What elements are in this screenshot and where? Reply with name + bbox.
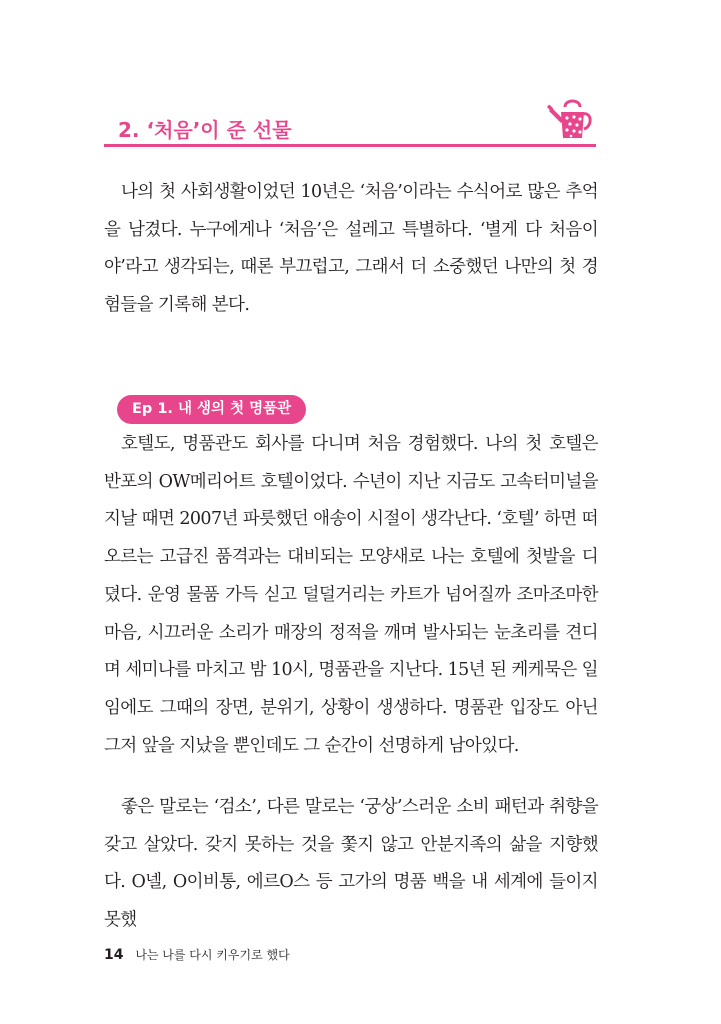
book-title: 나는 나를 다시 키우기로 했다 [135,948,290,962]
page-number: 14 [104,947,124,963]
watering-can-icon [546,98,596,140]
section-header [104,96,596,148]
section-divider [104,144,596,147]
page-footer [104,946,290,963]
section-title: 2. ‘처음’이 준 선물 [118,118,292,142]
episode-paragraph: 호텔도, 명품관도 회사를 다니며 처음 경험했다. 나의 첫 호텔은 반포의 OW메리어트 호텔이었다. 수년이 지난 지금도 고속터미널을 지날 때면 2007년 파릇했던 애송이 시절이 생각난다. ‘호텔’ 하면 떠오르는 고급진 품격과는 대비되는 모양새로 나는 호텔에 첫발을 디뎠다. 운영 물품 가득 싣고 덜덜거리는 카트가 넘어질까 조마조마한 마음, 시끄러운 소리가 매장의 정적을 깨며 발사되는 눈초리를 견디며 세미나를 마치고 밤 10시, 명품관을 지난다. 15년 된 케케묵은 일임에도 그때의 장면, 분위기, 상황이 생생하다. 명품관 입장도 아닌 그저 앞을 지났을 뿐인데도 그 순간이 선명하게 남아있다. [104,434,598,756]
episode-badge: Ep 1. 내 생의 첫 명품관 [117,395,306,424]
intro-paragraph: 나의 첫 사회생활이었던 10년은 ‘처음’이라는 수식어로 많은 추억을 남겼다. 누구에게나 ‘처음’은 설레고 특별하다. ‘별게 다 처음이야’라고 생각되는, 때론 부끄럽고, 그래서 더 소중했던 나만의 첫 경험들을 기록해 본다. [104,182,598,316]
episode-paragraph: 좋은 말로는 ‘검소’, 다른 말로는 ‘궁상’스러운 소비 패턴과 취향을 갖고 살았다. 갖지 못하는 것을 쫓지 않고 안분지족의 삶을 지향했다. O넬, O이비통, 에르O스 등 고가의 명품 백을 내 세계에 들이지 못했 [104,797,598,931]
